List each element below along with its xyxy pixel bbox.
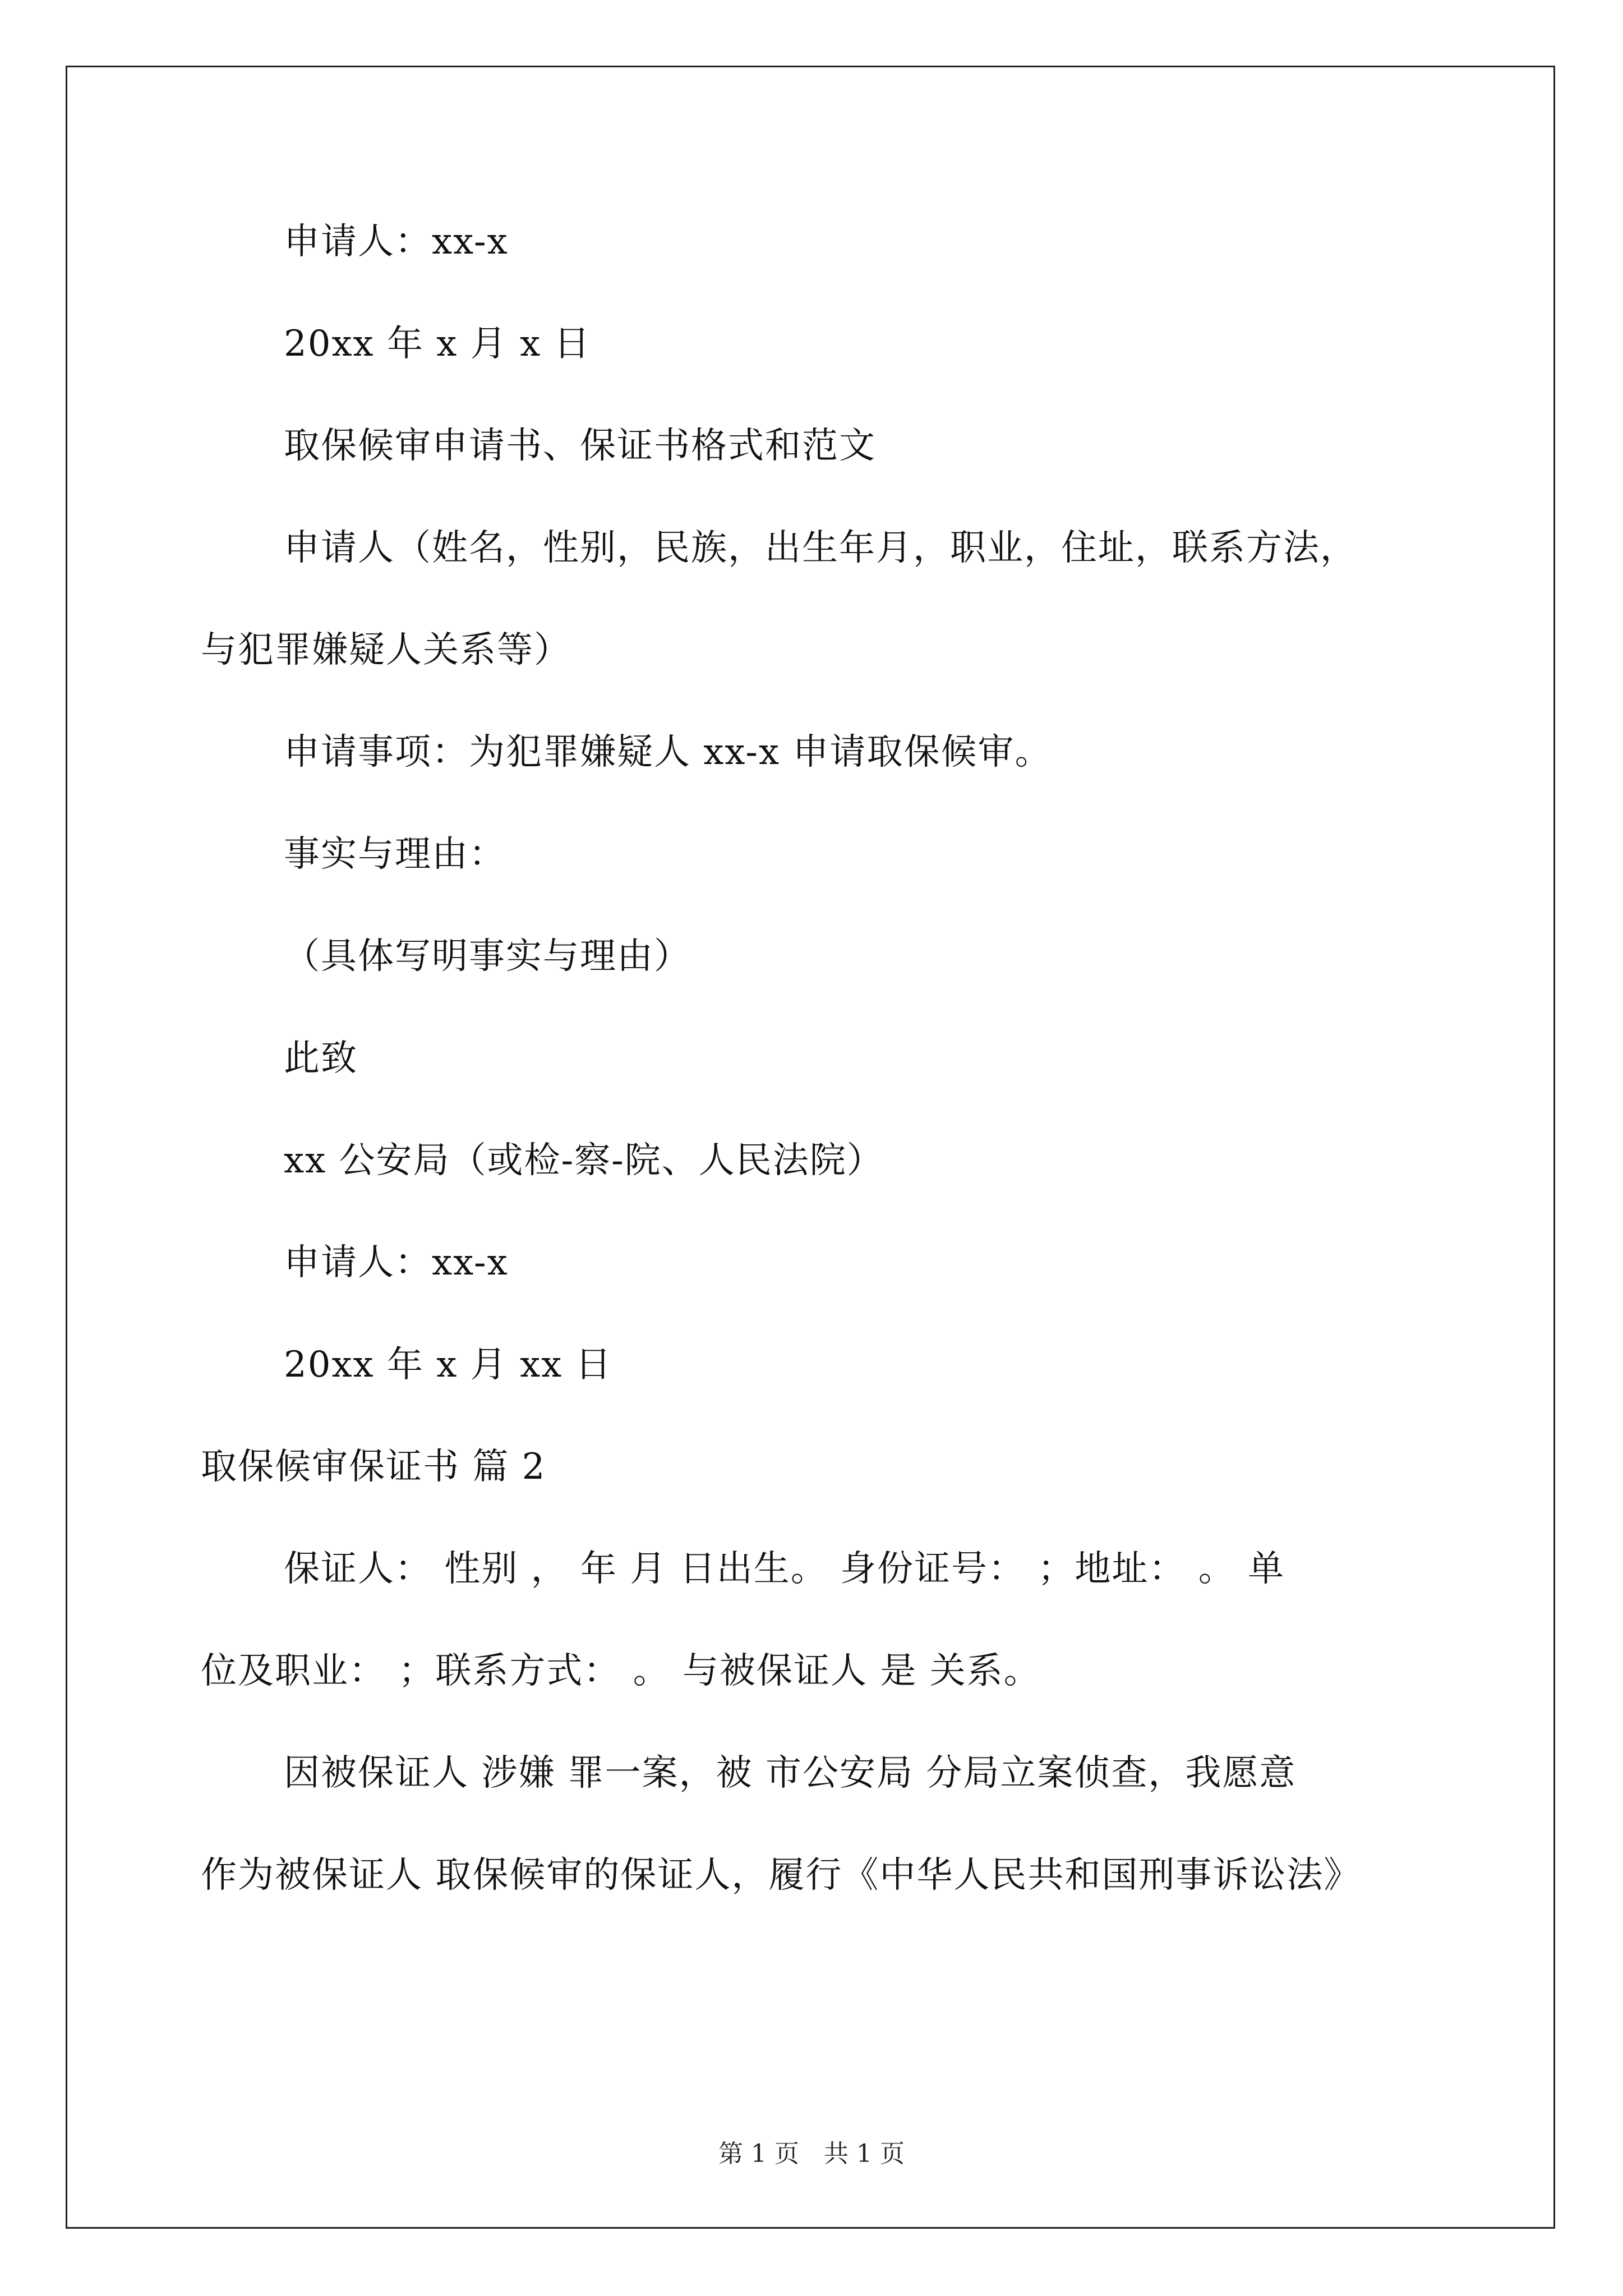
applicant-signature: 申请人：xx-x [284,1242,509,1283]
applicant-info-continued: 与犯罪嫌疑人关系等） [201,629,571,671]
facts-and-reasons-placeholder: （具体写明事实与理由） [284,936,691,977]
date-line: 20xx 年 x 月 x 日 [284,323,591,365]
case-statement-continued: 作为被保证人 取保候审的保证人，履行《中华人民共和国刑事诉讼法》 [201,1855,1361,1896]
page-number: 第 1 页 共 1 页 [718,2139,905,2168]
case-statement-line: 因被保证人 涉嫌 罪一案，被 市公安局 分局立案侦查，我愿意 [284,1752,1297,1794]
guarantor-info-continued: 位及职业： ；联系方式： 。 与被保证人 是 关系。 [201,1650,1041,1692]
salutation: 此致 [284,1038,358,1079]
recipient: xx 公安局（或检-察-院、人民法院） [284,1140,884,1181]
facts-and-reasons-label: 事实与理由： [284,834,506,875]
section-title: 取保候审申请书、保证书格式和范文 [284,425,876,467]
guarantor-info-line: 保证人： 性别 ， 年 月 日出生。 身份证号： ；地址： 。 单 [284,1548,1285,1590]
section-heading-2: 取保候审保证书 篇 2 [201,1446,546,1488]
applicant-info-line: 申请人（姓名，性别，民族，出生年月，职业，住址，联系方法， [284,527,1357,569]
applicant-line: 申请人：xx-x [284,221,509,263]
document-body [201,191,1485,1926]
signature-date: 20xx 年 x 月 xx 日 [284,1344,612,1386]
application-matter: 申请事项：为犯罪嫌疑人 xx-x 申请取保候审。 [284,731,1052,773]
